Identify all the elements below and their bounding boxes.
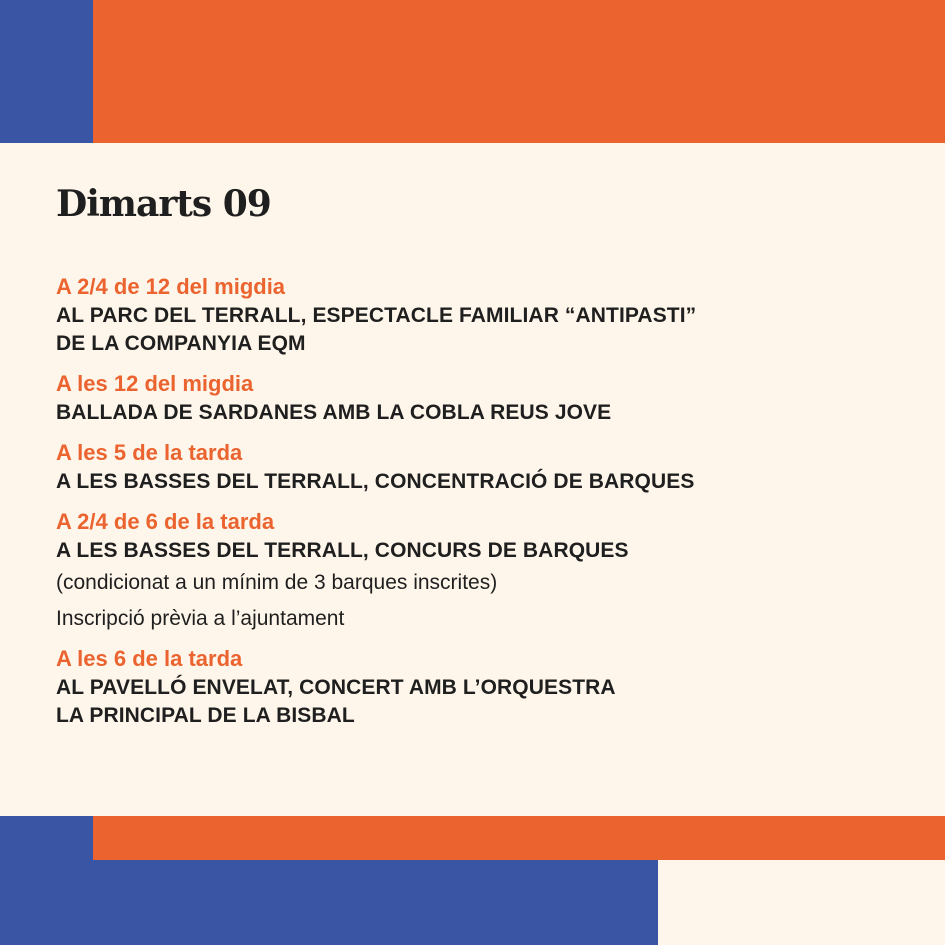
event-note: (condicionat a un mínim de 3 barques inscrites) <box>56 571 498 594</box>
program-content <box>56 180 916 743</box>
event-time: A 2/4 de 6 de la tarda <box>56 509 275 534</box>
day-title: Dimarts 09 <box>56 183 271 225</box>
event-time: A 2/4 de 12 del migdia <box>56 274 286 299</box>
event-description-line: AL PARC DEL TERRALL, ESPECTACLE FAMILIAR “ANTIPASTI” <box>56 304 697 327</box>
event-description-line: DE LA COMPANYIA EQM <box>56 332 306 355</box>
decor-block-bottom-blue-wide <box>93 860 658 945</box>
event-item <box>56 371 916 427</box>
event-description-line: BALLADA DE SARDANES AMB LA COBLA REUS JOVE <box>56 401 612 424</box>
event-item <box>56 646 916 730</box>
decor-block-bottom-orange <box>93 816 945 860</box>
event-note: Inscripció prèvia a l’ajuntament <box>56 607 345 630</box>
event-description <box>56 537 916 565</box>
event-item <box>56 509 916 633</box>
event-description <box>56 468 916 496</box>
decor-block-top-orange <box>93 0 945 143</box>
event-description-line: A LES BASSES DEL TERRALL, CONCENTRACIÓ DE BARQUES <box>56 470 695 493</box>
event-item <box>56 274 916 358</box>
event-time: A les 12 del migdia <box>56 371 254 396</box>
decor-block-bottom-blue-left <box>0 816 93 945</box>
event-description-line: LA PRINCIPAL DE LA BISBAL <box>56 704 355 727</box>
event-time: A les 5 de la tarda <box>56 440 243 465</box>
event-description <box>56 302 916 358</box>
decor-block-top-blue <box>0 0 93 143</box>
event-description-line: A LES BASSES DEL TERRALL, CONCURS DE BARQUES <box>56 539 629 562</box>
event-description <box>56 399 916 427</box>
event-item <box>56 440 916 496</box>
event-time: A les 6 de la tarda <box>56 646 243 671</box>
event-description-line: AL PAVELLÓ ENVELAT, CONCERT AMB L’ORQUESTRA <box>56 676 616 699</box>
event-description <box>56 674 916 730</box>
